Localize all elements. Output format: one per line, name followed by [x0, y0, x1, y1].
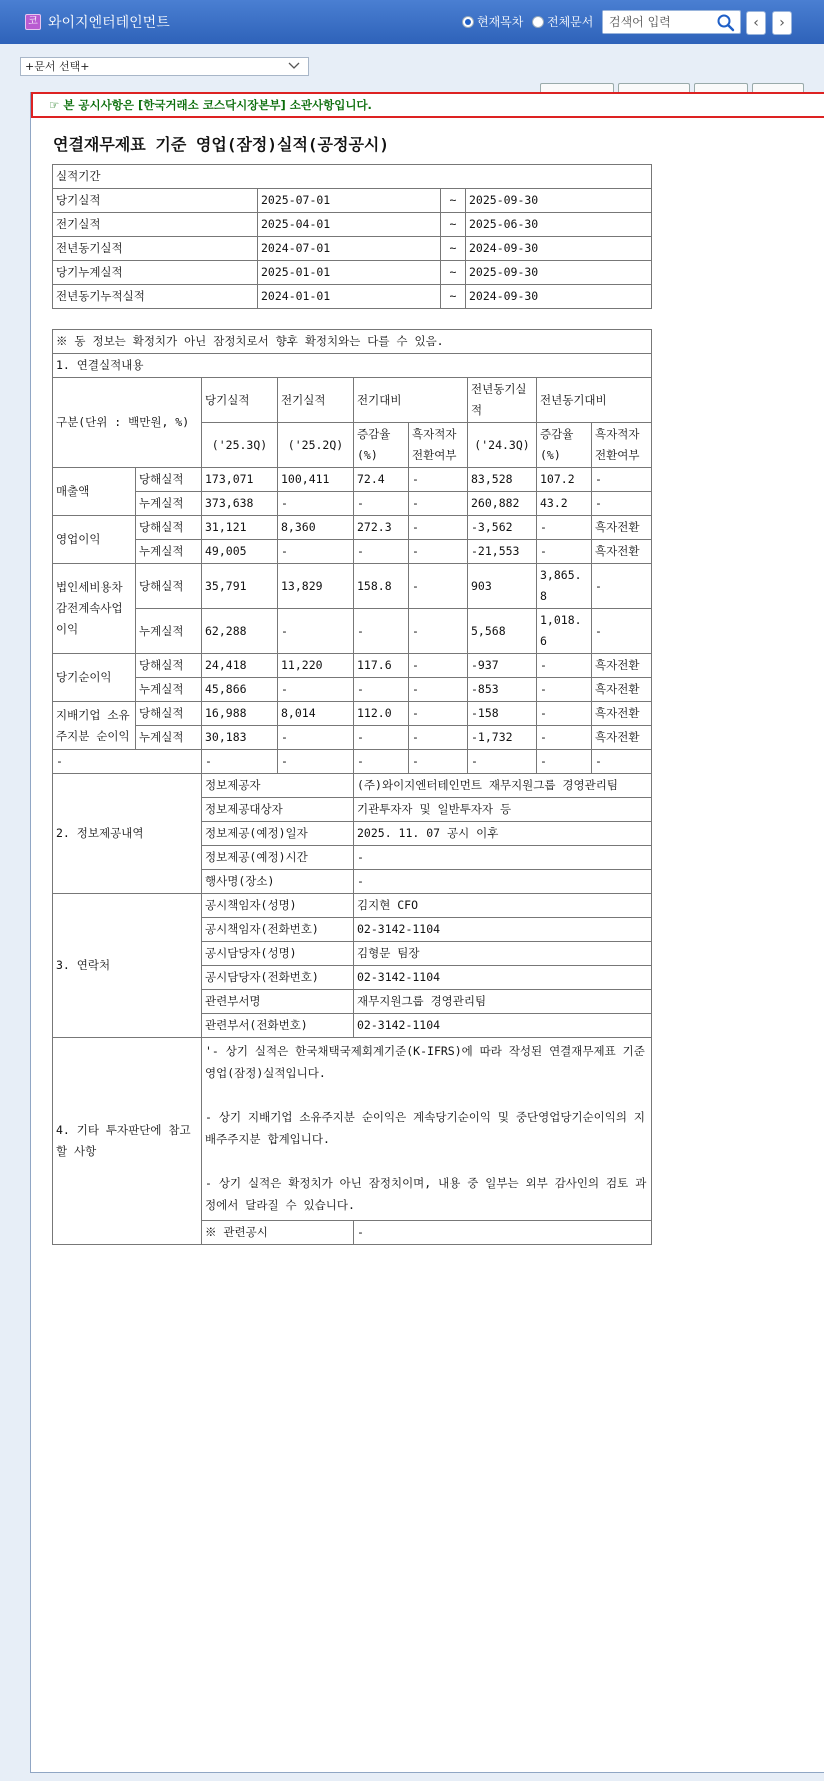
table-row — [53, 213, 652, 237]
table-cell: 35,791 — [202, 564, 278, 609]
table-cell: 1,018.6 — [537, 609, 592, 654]
table-cell: - — [354, 540, 409, 564]
table-cell: 흑자전환 — [592, 678, 652, 702]
results-note: ※ 동 정보는 확정치가 아닌 잠정치로서 향후 확정치와는 다를 수 있음. — [53, 330, 652, 354]
table-cell: 373,638 — [202, 492, 278, 516]
table-cell: - — [592, 564, 652, 609]
table-cell: - — [354, 726, 409, 750]
period-from: 2025-04-01 — [258, 213, 441, 237]
table-row — [53, 726, 652, 750]
chevron-down-icon — [288, 62, 300, 70]
table-cell: -1,732 — [468, 726, 537, 750]
table-row — [53, 237, 652, 261]
table-cell: 903 — [468, 564, 537, 609]
table-cell: 흑자전환 — [592, 540, 652, 564]
row-type: 당해실적 — [136, 654, 202, 678]
other-notes — [202, 1038, 652, 1221]
table-cell: - — [354, 750, 409, 774]
table-cell: - — [409, 654, 468, 678]
chevron-left-icon: ‹ — [753, 15, 759, 31]
table-row — [53, 261, 652, 285]
contact-value: 02-3142-1104 — [354, 1014, 652, 1038]
table-cell: 173,071 — [202, 468, 278, 492]
period-sep: ~ — [441, 213, 466, 237]
table-cell: - — [278, 678, 354, 702]
search-input[interactable] — [603, 11, 713, 33]
table-cell: - — [537, 726, 592, 750]
table-cell: - — [278, 609, 354, 654]
table-row — [53, 678, 652, 702]
table-row — [53, 750, 652, 774]
period-label: 전년동기누적실적 — [53, 285, 258, 309]
search-box[interactable] — [602, 10, 741, 34]
table-row — [53, 516, 652, 540]
header-previous: 전기실적 — [278, 378, 354, 423]
table-cell: - — [278, 540, 354, 564]
period-from: 2024-07-01 — [258, 237, 441, 261]
table-cell: - — [592, 468, 652, 492]
table-cell: - — [592, 609, 652, 654]
period-label: 전기실적 — [53, 213, 258, 237]
table-cell: - — [409, 750, 468, 774]
table-cell: 흑자전환 — [592, 654, 652, 678]
table-cell: - — [537, 516, 592, 540]
table-cell: 158.8 — [354, 564, 409, 609]
document-select-value: +문서 선택+ — [25, 60, 90, 73]
table-cell: - — [537, 654, 592, 678]
table-cell: - — [409, 564, 468, 609]
table-row — [53, 609, 652, 654]
period-to: 2025-06-30 — [466, 213, 652, 237]
table-cell: 11,220 — [278, 654, 354, 678]
table-cell: 62,288 — [202, 609, 278, 654]
row-type: 누계실적 — [136, 726, 202, 750]
table-cell: - — [537, 540, 592, 564]
row-type: 당해실적 — [136, 564, 202, 609]
header-rate: 증감율(%) — [354, 423, 409, 468]
period-sep: ~ — [441, 261, 466, 285]
unit-header: 구분(단위 : 백만원, %) — [53, 378, 202, 468]
table-cell: 8,360 — [278, 516, 354, 540]
table-cell: 45,866 — [202, 678, 278, 702]
table-cell: - — [354, 678, 409, 702]
related-disclosure-value: - — [354, 1221, 652, 1245]
table-row — [53, 654, 652, 678]
period-sep: ~ — [441, 189, 466, 213]
table-cell: - — [409, 702, 468, 726]
company-title: 와이지엔터테인먼트 — [48, 15, 170, 31]
info-key: 정보제공대상자 — [202, 798, 354, 822]
table-cell: 43.2 — [537, 492, 592, 516]
table-cell: - — [537, 678, 592, 702]
other-note-3: - 상기 실적은 확정치가 아닌 잠정치이며, 내용 중 일부는 외부 감사인의 검토 과정에서 달라질 수 있습니다. — [205, 1176, 647, 1212]
contact-value: 김형문 팀장 — [354, 942, 652, 966]
info-key: 정보제공(예정)시간 — [202, 846, 354, 870]
results-table — [52, 329, 652, 1245]
row-type: 누계실적 — [136, 540, 202, 564]
table-cell: 24,418 — [202, 654, 278, 678]
info-value: 기관투자자 및 일반투자자 등 — [354, 798, 652, 822]
item-name: 지배기업 소유주지분 순이익 — [53, 702, 136, 750]
table-cell: 83,528 — [468, 468, 537, 492]
period-sep: ~ — [441, 237, 466, 261]
table-cell: 260,882 — [468, 492, 537, 516]
other-note-2: - 상기 지배기업 소유주지분 순이익은 계속당기순이익 및 중단영업당기순이익의 지배주주지분 합계입니다. — [205, 1110, 646, 1146]
search-icon[interactable] — [716, 13, 736, 33]
info-value: - — [354, 870, 652, 894]
table-cell: - — [278, 726, 354, 750]
table-cell: -21,553 — [468, 540, 537, 564]
table-cell: 흑자전환 — [592, 516, 652, 540]
contact-key: 관련부서명 — [202, 990, 354, 1014]
table-cell: 흑자전환 — [592, 726, 652, 750]
table-cell: 흑자전환 — [592, 702, 652, 726]
header-yoy: 전년동기실적 — [468, 378, 537, 423]
contact-key: 공시책임자(성명) — [202, 894, 354, 918]
table-cell: - — [468, 750, 537, 774]
section-3-title: 3. 연락처 — [53, 894, 202, 1038]
header-vs-previous: 전기대비 — [354, 378, 468, 423]
table-cell: - — [592, 492, 652, 516]
contact-key: 공시담당자(전화번호) — [202, 966, 354, 990]
table-cell: 72.4 — [354, 468, 409, 492]
period-to: 2025-09-30 — [466, 189, 652, 213]
period-to: 2025-09-30 — [466, 261, 652, 285]
radio-selected-icon[interactable] — [462, 16, 474, 28]
document-select[interactable] — [20, 57, 309, 76]
info-value: 2025. 11. 07 공시 이후 — [354, 822, 652, 846]
section-2-title: 2. 정보제공내역 — [53, 774, 202, 894]
header-turnaround: 흑자적자전환여부 — [409, 423, 468, 468]
table-row — [53, 189, 652, 213]
info-value: (주)와이지엔터테인먼트 재무지원그룹 경영관리팀 — [354, 774, 652, 798]
item-name: 영업이익 — [53, 516, 136, 564]
header-current: 당기실적 — [202, 378, 278, 423]
scope-all-label: 전체문서 — [547, 15, 594, 29]
table-cell: - — [537, 702, 592, 726]
contact-value: 김지현 CFO — [354, 894, 652, 918]
table-cell: 49,005 — [202, 540, 278, 564]
table-cell: - — [409, 516, 468, 540]
page-title: 연결재무제표 기준 영업(잠정)실적(공정공시) — [53, 135, 390, 154]
row-type: 당해실적 — [136, 468, 202, 492]
period-label: 전년동기실적 — [53, 237, 258, 261]
document-viewer — [30, 92, 824, 1773]
item-name: 법인세비용차감전계속사업이익 — [53, 564, 136, 654]
header-yoy-period: ('24.3Q) — [468, 423, 537, 468]
table-row — [53, 285, 652, 309]
table-row — [53, 468, 652, 492]
table-cell: - — [354, 609, 409, 654]
row-type: 당해실적 — [136, 702, 202, 726]
period-from: 2025-07-01 — [258, 189, 441, 213]
other-note-1: '- 상기 실적은 한국채택국제회계기준(K-IFRS)에 따라 작성된 연결재무제표 기준 영업(잠정)실적입니다. — [205, 1044, 645, 1080]
table-cell: 16,988 — [202, 702, 278, 726]
header-turnaround-yoy: 흑자적자전환여부 — [592, 423, 652, 468]
next-button[interactable] — [772, 11, 792, 35]
table-cell: - — [53, 750, 202, 774]
table-cell: - — [409, 468, 468, 492]
contact-value: 재무지원그룹 경영관리팀 — [354, 990, 652, 1014]
period-to: 2024-09-30 — [466, 237, 652, 261]
table-cell: 272.3 — [354, 516, 409, 540]
table-row — [53, 702, 652, 726]
header-rate-yoy: 증감율(%) — [537, 423, 592, 468]
period-label: 당기누계실적 — [53, 261, 258, 285]
scope-all-radio[interactable] — [532, 13, 593, 30]
period-to: 2024-09-30 — [466, 285, 652, 309]
chevron-right-icon: › — [779, 15, 785, 31]
table-cell: -158 — [468, 702, 537, 726]
item-name: 당기순이익 — [53, 654, 136, 702]
table-cell: - — [278, 750, 354, 774]
table-cell: - — [278, 492, 354, 516]
contact-key: 공시책임자(전화번호) — [202, 918, 354, 942]
section-4-title: 4. 기타 투자판단에 참고할 사항 — [53, 1038, 202, 1245]
table-cell: - — [354, 492, 409, 516]
table-cell: - — [409, 678, 468, 702]
item-name: 매출액 — [53, 468, 136, 516]
section-1-title: 1. 연결실적내용 — [53, 354, 652, 378]
row-type: 누계실적 — [136, 492, 202, 516]
info-key: 행사명(장소) — [202, 870, 354, 894]
table-cell: - — [202, 750, 278, 774]
period-header: 실적기간 — [53, 165, 652, 189]
app-icon: 코 — [25, 14, 41, 30]
contact-value: 02-3142-1104 — [354, 966, 652, 990]
contact-value: 02-3142-1104 — [354, 918, 652, 942]
prev-button[interactable] — [746, 11, 766, 35]
radio-unselected-icon[interactable] — [532, 16, 544, 28]
header-previous-period: ('25.2Q) — [278, 423, 354, 468]
table-cell: - — [409, 492, 468, 516]
contact-key: 공시담당자(성명) — [202, 942, 354, 966]
table-cell: 31,121 — [202, 516, 278, 540]
contact-key: 관련부서(전화번호) — [202, 1014, 354, 1038]
period-table — [52, 164, 652, 309]
header-vs-yoy: 전년동기대비 — [537, 378, 652, 423]
period-sep: ~ — [441, 285, 466, 309]
table-cell: - — [592, 750, 652, 774]
table-cell: -937 — [468, 654, 537, 678]
info-value: - — [354, 846, 652, 870]
scope-current-radio[interactable] — [462, 13, 523, 30]
period-from: 2025-01-01 — [258, 261, 441, 285]
jurisdiction-notice: ☞ 본 공시사항은 [한국거래소 코스닥시장본부] 소관사항입니다. — [31, 92, 824, 118]
table-cell: 3,865.8 — [537, 564, 592, 609]
period-from: 2024-01-01 — [258, 285, 441, 309]
table-cell: 30,183 — [202, 726, 278, 750]
info-key: 정보제공(예정)일자 — [202, 822, 354, 846]
period-label: 당기실적 — [53, 189, 258, 213]
table-cell: - — [409, 726, 468, 750]
table-cell: 8,014 — [278, 702, 354, 726]
row-type: 당해실적 — [136, 516, 202, 540]
table-cell: - — [537, 750, 592, 774]
header-current-period: ('25.3Q) — [202, 423, 278, 468]
table-cell: -3,562 — [468, 516, 537, 540]
top-bar — [0, 0, 824, 44]
table-cell: - — [409, 609, 468, 654]
table-cell: - — [409, 540, 468, 564]
table-row — [53, 564, 652, 609]
table-cell: 5,568 — [468, 609, 537, 654]
related-disclosure-label: ※ 관련공시 — [202, 1221, 354, 1245]
table-cell: 13,829 — [278, 564, 354, 609]
table-cell: 100,411 — [278, 468, 354, 492]
table-cell: -853 — [468, 678, 537, 702]
table-row — [53, 492, 652, 516]
info-key: 정보제공자 — [202, 774, 354, 798]
table-row — [53, 540, 652, 564]
scope-current-label: 현재목차 — [477, 15, 524, 29]
table-cell: 107.2 — [537, 468, 592, 492]
table-cell: 117.6 — [354, 654, 409, 678]
row-type: 누계실적 — [136, 678, 202, 702]
table-cell: 112.0 — [354, 702, 409, 726]
row-type: 누계실적 — [136, 609, 202, 654]
